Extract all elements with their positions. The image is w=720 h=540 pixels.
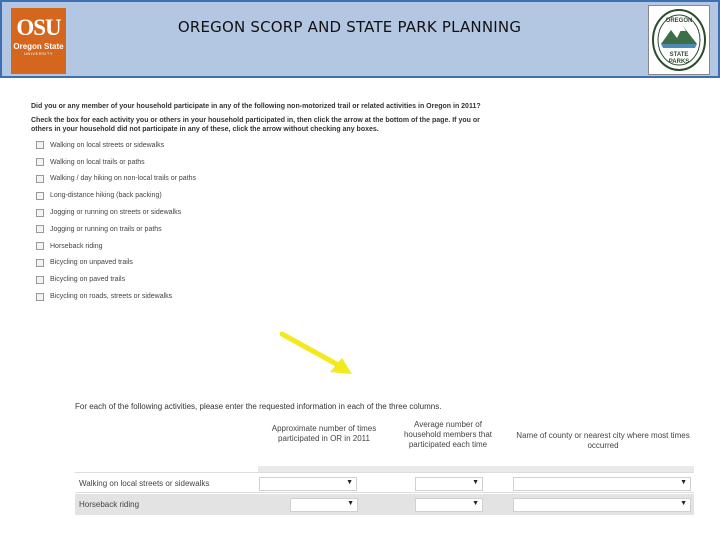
activity-option-label: Walking on local streets or sidewalks xyxy=(50,141,165,149)
caret-down-icon[interactable]: ▼ xyxy=(346,479,353,486)
column-header-location: Name of county or nearest city where most times occurred xyxy=(516,431,690,450)
activity-option-label: Walking / day hiking on non-local trails or paths xyxy=(50,175,197,183)
checkbox-icon[interactable] xyxy=(36,259,44,267)
question-2-prompt: For each of the following activities, please enter the requested information in each of the three columns. xyxy=(75,402,442,411)
activity-option[interactable] xyxy=(31,271,491,288)
column-header-members: Average number of household members that participated each time xyxy=(403,420,493,449)
members-dropdown[interactable] xyxy=(415,477,483,491)
question-1-instructions: Check the box for each activity you or others in your household participated in, then click the arrow at the bottom of the page. If you or others in your household did not participate in any of these, click the arrow without checking any boxes. xyxy=(31,117,480,133)
activity-option[interactable] xyxy=(31,255,491,272)
checkbox-icon[interactable] xyxy=(36,209,44,217)
table-row xyxy=(75,472,694,493)
activity-option-label: Walking on local trails or paths xyxy=(50,158,145,166)
times-dropdown[interactable] xyxy=(259,477,357,491)
oregon-state-parks-logo xyxy=(648,5,710,75)
osu-logo-mark: OSU xyxy=(16,15,61,40)
activity-option[interactable] xyxy=(31,154,491,171)
parks-logo-bottom-text: PARKS xyxy=(668,59,690,65)
caret-down-icon[interactable]: ▼ xyxy=(472,479,479,486)
parks-logo-mid-text: STATE xyxy=(669,52,689,58)
checkbox-icon[interactable] xyxy=(36,225,44,233)
checkbox-icon[interactable] xyxy=(36,175,44,183)
question-1 xyxy=(31,102,491,305)
activity-option-label: Jogging or running on trails or paths xyxy=(50,225,162,233)
osu-logo-subtitle: UNIVERSITY xyxy=(23,51,53,56)
activity-option[interactable] xyxy=(31,187,491,204)
activity-option[interactable] xyxy=(31,238,491,255)
activity-option[interactable] xyxy=(31,204,491,221)
checkbox-icon[interactable] xyxy=(36,293,44,301)
activity-option-label: Horseback riding xyxy=(50,242,103,250)
row-label: Horseback riding xyxy=(79,500,140,509)
osu-logo-name: Oregon State xyxy=(13,42,64,51)
question-1-text: Did you or any member of your household participate in any of the following non-motorized trail or related activities in Oregon in 2011? xyxy=(31,103,481,110)
activity-option-label: Bicycling on roads, streets or sidewalks xyxy=(50,293,173,301)
times-dropdown[interactable] xyxy=(290,498,358,512)
yellow-arrow-icon xyxy=(278,330,358,380)
table-row xyxy=(75,494,694,515)
activity-option-label: Long-distance hiking (back packing) xyxy=(50,192,162,200)
caret-down-icon[interactable]: ▼ xyxy=(680,479,687,486)
activity-option-label: Bicycling on unpaved trails xyxy=(50,259,133,267)
activity-option[interactable] xyxy=(31,137,491,154)
activity-option[interactable] xyxy=(31,221,491,238)
activity-option-label: Jogging or running on streets or sidewalks xyxy=(50,209,182,217)
parks-logo-top-text: OREGON xyxy=(665,18,693,24)
caret-down-icon[interactable]: ▼ xyxy=(472,500,479,507)
checkbox-icon[interactable] xyxy=(36,141,44,149)
checkbox-icon[interactable] xyxy=(36,192,44,200)
activity-option[interactable] xyxy=(31,288,491,305)
activity-options xyxy=(31,137,491,305)
checkbox-icon[interactable] xyxy=(36,158,44,166)
location-dropdown[interactable] xyxy=(513,477,691,491)
location-dropdown[interactable] xyxy=(513,498,691,512)
checkbox-icon[interactable] xyxy=(36,276,44,284)
row-label: Walking on local streets or sidewalks xyxy=(79,479,210,488)
activity-option[interactable] xyxy=(31,171,491,188)
header-banner xyxy=(0,0,720,78)
column-header-times: Approximate number of times participated in OR in 2011 xyxy=(271,424,377,443)
page-title: OREGON SCORP AND STATE PARK PLANNING xyxy=(177,18,522,36)
caret-down-icon[interactable]: ▼ xyxy=(680,500,687,507)
caret-down-icon[interactable]: ▼ xyxy=(347,500,354,507)
checkbox-icon[interactable] xyxy=(36,242,44,250)
activity-option-label: Bicycling on paved trails xyxy=(50,276,126,284)
members-dropdown[interactable] xyxy=(415,498,483,512)
